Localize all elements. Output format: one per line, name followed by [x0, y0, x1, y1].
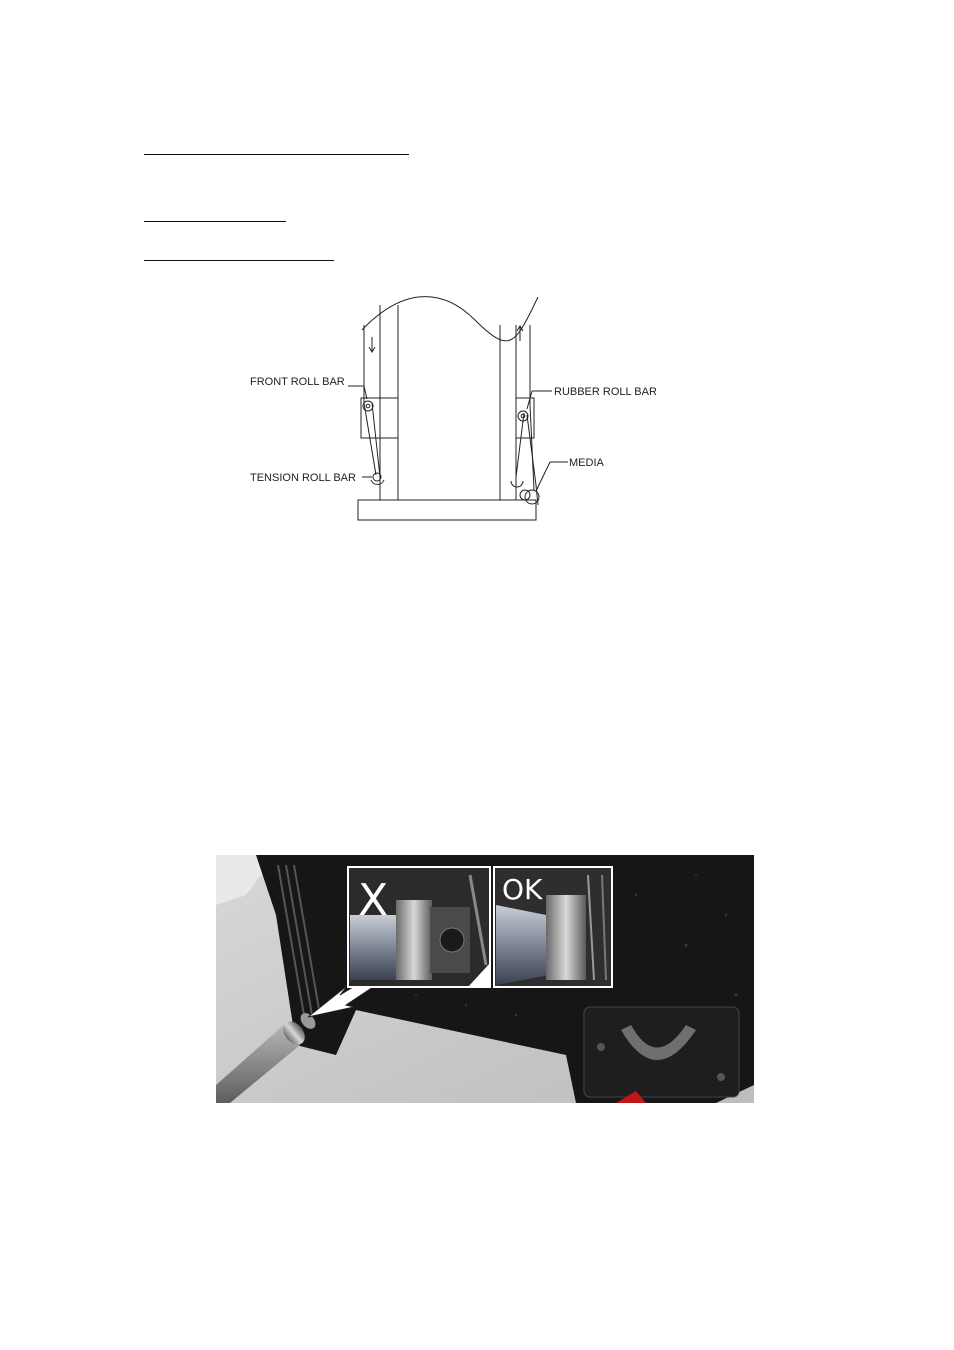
base-plate: [358, 500, 536, 520]
heading-rule-2: [144, 221, 286, 222]
inset-ok: [494, 867, 612, 987]
inset-ok-label: OK: [502, 873, 543, 906]
heading-rule-1: [144, 154, 409, 155]
front-roll-bar-label: FRONT ROLL BAR: [250, 376, 345, 388]
media-curve: [362, 297, 538, 341]
media-label: MEDIA: [569, 457, 604, 469]
inset-wrong: [348, 867, 490, 987]
rubber-roll-bar-label: RUBBER ROLL BAR: [554, 386, 657, 398]
media-path-diagram: [240, 285, 680, 525]
inset-wrong-label: X: [358, 875, 389, 926]
heading-rule-3: [144, 260, 334, 261]
tension-roll-bar-label: TENSION ROLL BAR: [250, 472, 356, 484]
roll-shaft-photo: [216, 855, 754, 1103]
